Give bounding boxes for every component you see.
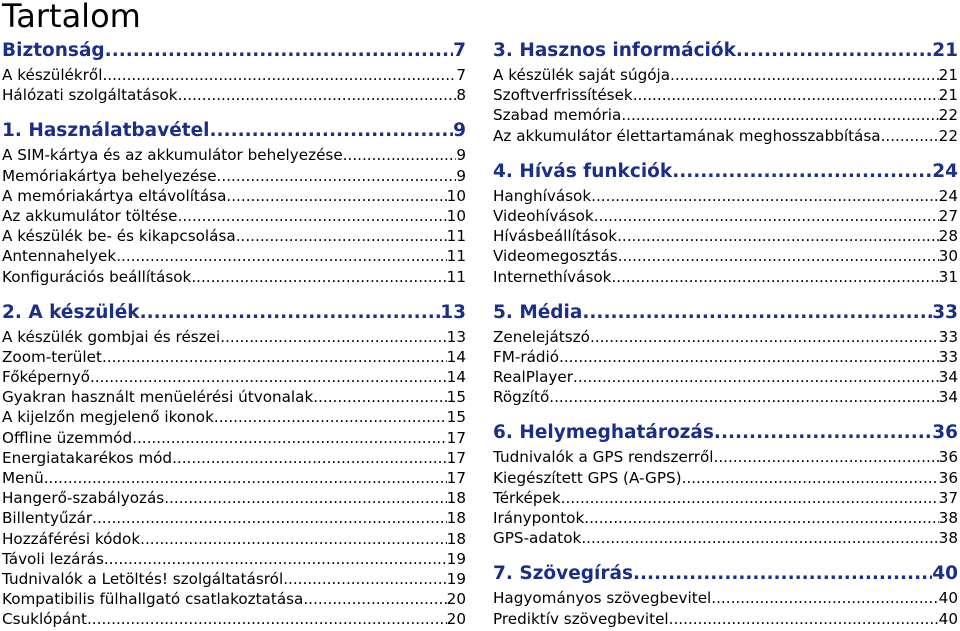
toc-entry[interactable] [493,207,958,227]
toc-entry[interactable] [2,489,466,509]
toc-entry[interactable] [493,469,958,489]
dot-leader [633,563,932,584]
page-number: 33 [938,347,958,366]
entry-title: Videomegosztás [493,247,618,266]
toc-section-heading[interactable] [2,302,466,328]
toc-entry[interactable] [2,247,466,267]
page-number: 37 [938,488,958,507]
section-gap [2,288,466,302]
page-number: 7 [453,40,466,61]
page-number: 15 [446,388,466,407]
dot-leader [591,187,939,205]
page-title: Tartalom [2,0,141,35]
page-number: 21 [932,40,958,61]
toc-section-heading[interactable] [493,161,958,187]
page-number: 38 [938,529,958,548]
dot-leader [140,302,441,323]
entry-title: RealPlayer [493,368,574,387]
dot-leader [116,247,446,265]
dot-leader [621,106,938,124]
entry-title: Prediktív szövegbevitel [493,609,669,628]
page-number: 9 [456,146,466,165]
toc-entry[interactable] [2,348,466,368]
page-number: 24 [932,160,958,182]
entry-title: Tudnivalók a Letöltés! szolgáltatásról [2,569,284,588]
dot-leader [44,469,447,487]
page-number: 7 [456,66,466,84]
toc-entry[interactable] [2,449,466,469]
page-number: 10 [446,186,466,205]
toc-entry[interactable] [493,247,958,267]
toc-entry[interactable] [493,66,958,86]
dot-leader [102,348,447,366]
toc-entry[interactable] [493,529,958,549]
toc-entry[interactable] [493,106,958,126]
page-number: 11 [446,247,466,266]
entry-title: Menü [2,469,44,487]
toc-entry[interactable] [493,489,958,509]
dot-leader [581,529,938,547]
toc-entry[interactable] [493,328,958,348]
entry-title: Kiegészített GPS (A-GPS) [493,468,682,487]
page-number: 22 [938,106,958,125]
toc-entry[interactable] [2,550,466,570]
entry-title: Távoli lezárás [2,549,104,568]
entry-title: Hívásbeállítások [493,227,618,246]
page-number: 17 [446,469,466,487]
dot-leader [313,388,446,406]
entry-title: Rögzítő [493,388,550,407]
dot-leader [881,127,939,145]
page-number: 15 [446,408,466,427]
page-number: 38 [938,509,958,527]
entry-title: Offline üzemmód [2,428,133,447]
page-number: 9 [453,120,466,142]
toc-entry[interactable] [493,268,958,288]
toc-entry[interactable] [493,448,958,468]
page-number: 24 [938,186,958,205]
entry-title: Zoom-terület [2,347,102,366]
entry-title: GPS-adatok [493,529,582,548]
toc-entry[interactable] [2,469,466,489]
toc-entry[interactable] [2,86,466,106]
entry-title: A kijelzőn megjelenő ikonok [2,408,214,427]
entry-title: Hanghívások [493,186,592,205]
dot-leader [217,167,457,185]
toc-entry[interactable] [2,328,466,348]
section-title: 6. Helymeghatározás [493,422,714,444]
page-number: 21 [938,66,958,84]
page-number: 20 [446,610,466,629]
page-number: 20 [446,590,466,609]
page-number: 27 [938,206,958,225]
toc-entry[interactable] [493,368,958,388]
dot-leader [682,469,939,487]
toc-section-heading[interactable] [493,563,958,589]
entry-title: Antennahelyek [2,247,117,266]
dot-leader [178,207,447,225]
dot-leader [140,530,447,548]
dot-leader [618,247,939,265]
toc-entry[interactable] [2,530,466,550]
dot-leader [617,227,939,245]
page-number: 30 [938,247,958,266]
section-gap [2,106,466,120]
section-title: 7. Szövegírás [493,563,633,585]
page-number: 34 [938,388,958,407]
toc-entry[interactable] [2,570,466,590]
toc-entry[interactable] [2,187,466,207]
dot-leader [209,120,453,141]
page-number: 33 [932,301,958,323]
page-number: 40 [932,563,958,585]
page-number: 31 [938,267,958,286]
page-number: 33 [938,327,958,346]
entry-title: Zenelejátszó [493,327,590,346]
dot-leader [670,66,939,84]
entry-title: A készülék be- és kikapcsolása [2,227,236,246]
toc-entry[interactable] [2,268,466,288]
dot-leader [178,86,457,104]
toc-entry[interactable] [2,590,466,610]
toc-section-heading[interactable] [2,120,466,146]
page-number: 21 [938,86,958,105]
dot-leader [573,368,939,386]
page-number: 36 [938,468,958,487]
dot-leader [236,227,447,245]
toc-entry[interactable] [493,388,958,408]
dot-leader [191,268,446,286]
dot-leader [343,146,457,164]
dot-leader [584,509,938,527]
entry-title: Szabad memória [493,106,622,125]
page-number: 18 [446,529,466,548]
toc-entry[interactable] [2,207,466,227]
dot-leader [711,589,938,607]
section-title: 5. Média [493,301,583,323]
entry-title: A memóriakártya eltávolítása [2,186,227,205]
dot-leader [164,489,446,507]
entry-title: Hálózati szolgáltatások [2,86,178,105]
dot-leader [594,207,939,225]
page-number: 18 [446,509,466,528]
page-number: 28 [938,227,958,246]
page-number: 11 [446,267,466,286]
dot-leader [172,449,447,467]
page-number: 40 [938,609,958,628]
page-number: 36 [932,422,958,444]
dot-leader [714,422,932,443]
dot-leader [214,408,447,426]
toc-entry[interactable] [2,509,466,529]
page-number: 13 [440,301,466,323]
entry-title: A SIM-kártya és az akkumulátor behelyezése [2,146,343,165]
toc-entry[interactable] [493,509,958,529]
toc-entry[interactable] [493,348,958,368]
dot-leader [104,550,447,568]
toc-entry[interactable] [2,610,466,630]
toc-entry[interactable] [2,368,466,388]
dot-leader [303,590,446,608]
page-number: 19 [446,569,466,588]
entry-title: Szoftverfrissítések [493,86,633,105]
page-number: 8 [456,86,466,105]
dot-leader [714,448,939,466]
dot-leader [132,429,447,447]
entry-title: A készülék gombjai és részei [2,327,221,346]
dot-leader [669,610,939,628]
section-title: 4. Hívás funkciók [493,160,673,182]
toc-entry[interactable] [493,227,958,247]
section-gap [493,408,958,422]
dot-leader [611,268,938,286]
section-title: 1. Használatbavétel [2,120,210,142]
section-title: 2. A készülék [2,301,140,323]
page-number: 11 [446,227,466,246]
dot-leader [672,161,932,182]
entry-title: Térképek [493,488,561,507]
dot-leader [90,368,447,386]
toc-entry[interactable] [493,127,958,147]
section-gap [493,549,958,563]
page-number: 36 [938,448,958,467]
section-title: Biztonság [2,40,105,61]
toc-entry[interactable] [493,589,958,609]
section-gap [493,288,958,302]
entry-title: Hagyományos szövegbevitel [493,589,712,608]
dot-leader [582,302,932,323]
entry-title: Csuklópánt [2,610,87,629]
section-gap [493,147,958,161]
page-number: 17 [446,448,466,467]
page-number: 34 [938,368,958,387]
page-number: 10 [446,206,466,225]
dot-leader [87,610,447,628]
toc-entry[interactable] [2,388,466,408]
entry-title: Gyakran használt menüelérési útvonalak [2,388,314,407]
section-title: 3. Hasznos információk [493,40,736,61]
toc-section-heading[interactable] [493,422,958,448]
page-number: 9 [456,166,466,185]
entry-title: Billentyűzár [2,509,93,528]
entry-title: Tudnivalók a GPS rendszerről [493,448,714,467]
entry-title: FM-rádió [493,347,560,366]
toc-entry[interactable] [2,167,466,187]
dot-leader [549,388,938,406]
page-number: 13 [446,327,466,346]
entry-title: Memóriakártya behelyezése [2,166,217,185]
entry-title: A készülékről [2,66,103,84]
page-number: 22 [938,126,958,145]
entry-title: Iránypontok [493,509,585,527]
page-number: 17 [446,428,466,447]
toc-entry[interactable] [2,146,466,166]
entry-title: Az akkumulátor élettartamának meghosszabbítása [493,126,881,145]
entry-title: Az akkumulátor töltése [2,206,178,225]
entry-title: Konfigurációs beállítások [2,267,192,286]
entry-title: Hangerő-szabályozás [2,489,165,508]
entry-title: A készülék saját súgója [493,66,671,84]
dot-leader [633,86,939,104]
toc-entry[interactable] [2,66,466,86]
dot-leader [220,328,446,346]
page-number: 14 [446,368,466,387]
toc-entry[interactable] [493,187,958,207]
page-number: 18 [446,489,466,508]
toc-section-heading[interactable] [493,40,958,66]
page-number: 19 [446,549,466,568]
entry-title: Internethívások [493,267,612,286]
dot-leader [561,489,939,507]
dot-leader [92,509,447,527]
toc-entry[interactable] [2,429,466,449]
entry-title: Kompatibilis fülhallgató csatlakoztatása [2,590,304,609]
toc-right-column [493,40,958,630]
page-number: 40 [938,589,958,608]
toc-entry[interactable] [2,227,466,247]
dot-leader [105,40,453,61]
dot-leader [590,328,939,346]
entry-title: Videohívások [493,206,594,225]
dot-leader [102,66,456,84]
toc-left-column [2,40,466,631]
dot-leader [736,40,932,61]
entry-title: Főképernyő [2,368,90,387]
entry-title: Hozzáférési kódok [2,529,141,548]
toc-entry[interactable] [493,86,958,106]
entry-title: Energiatakarékos mód [2,448,173,467]
dot-leader [283,570,446,588]
page-number: 14 [446,347,466,366]
toc-section-heading[interactable] [2,40,466,66]
toc-section-heading[interactable] [493,302,958,328]
toc-entry[interactable] [2,408,466,428]
dot-leader [559,348,939,366]
dot-leader [226,187,446,205]
